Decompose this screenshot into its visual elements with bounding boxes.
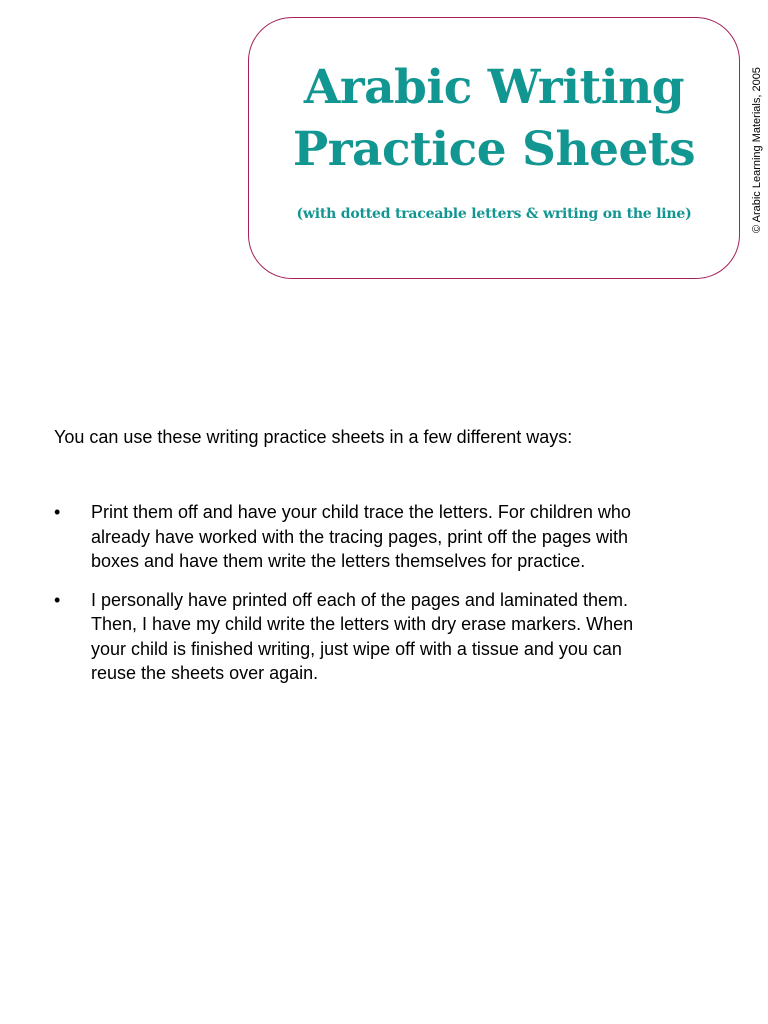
usage-list bbox=[54, 500, 714, 700]
copyright-notice: © Arabic Learning Materials, 2005 bbox=[751, 67, 763, 233]
list-item-text-line: your child is finished writing, just wipe off with a tissue and you can bbox=[91, 638, 622, 659]
list-item-text-line: already have worked with the tracing pages, print off the pages with bbox=[91, 526, 628, 547]
page-title-line-1: Arabic Writing bbox=[303, 60, 685, 115]
intro-paragraph: You can use these writing practice sheets in a few different ways: bbox=[54, 427, 573, 447]
list-item bbox=[54, 588, 714, 686]
list-item-text-line: reuse the sheets over again. bbox=[91, 663, 319, 683]
list-item-text-line: boxes and have them write the letters themselves for practice. bbox=[91, 551, 586, 571]
bullet-icon: • bbox=[54, 502, 61, 522]
page-subtitle: (with dotted traceable letters & writing on the line) bbox=[296, 206, 692, 222]
list-item-text-line: Print them off and have your child trace the letters. For children who bbox=[91, 502, 631, 522]
list-item bbox=[54, 500, 714, 574]
bullet-icon: • bbox=[54, 589, 61, 610]
list-item-text-line: Then, I have my child write the letters with dry erase markers. When bbox=[91, 614, 634, 634]
page-title-line-2: Practice Sheets bbox=[292, 122, 696, 177]
list-item-text-line: I personally have printed off each of the pages and laminated them. bbox=[91, 589, 629, 610]
title-box bbox=[248, 17, 740, 279]
